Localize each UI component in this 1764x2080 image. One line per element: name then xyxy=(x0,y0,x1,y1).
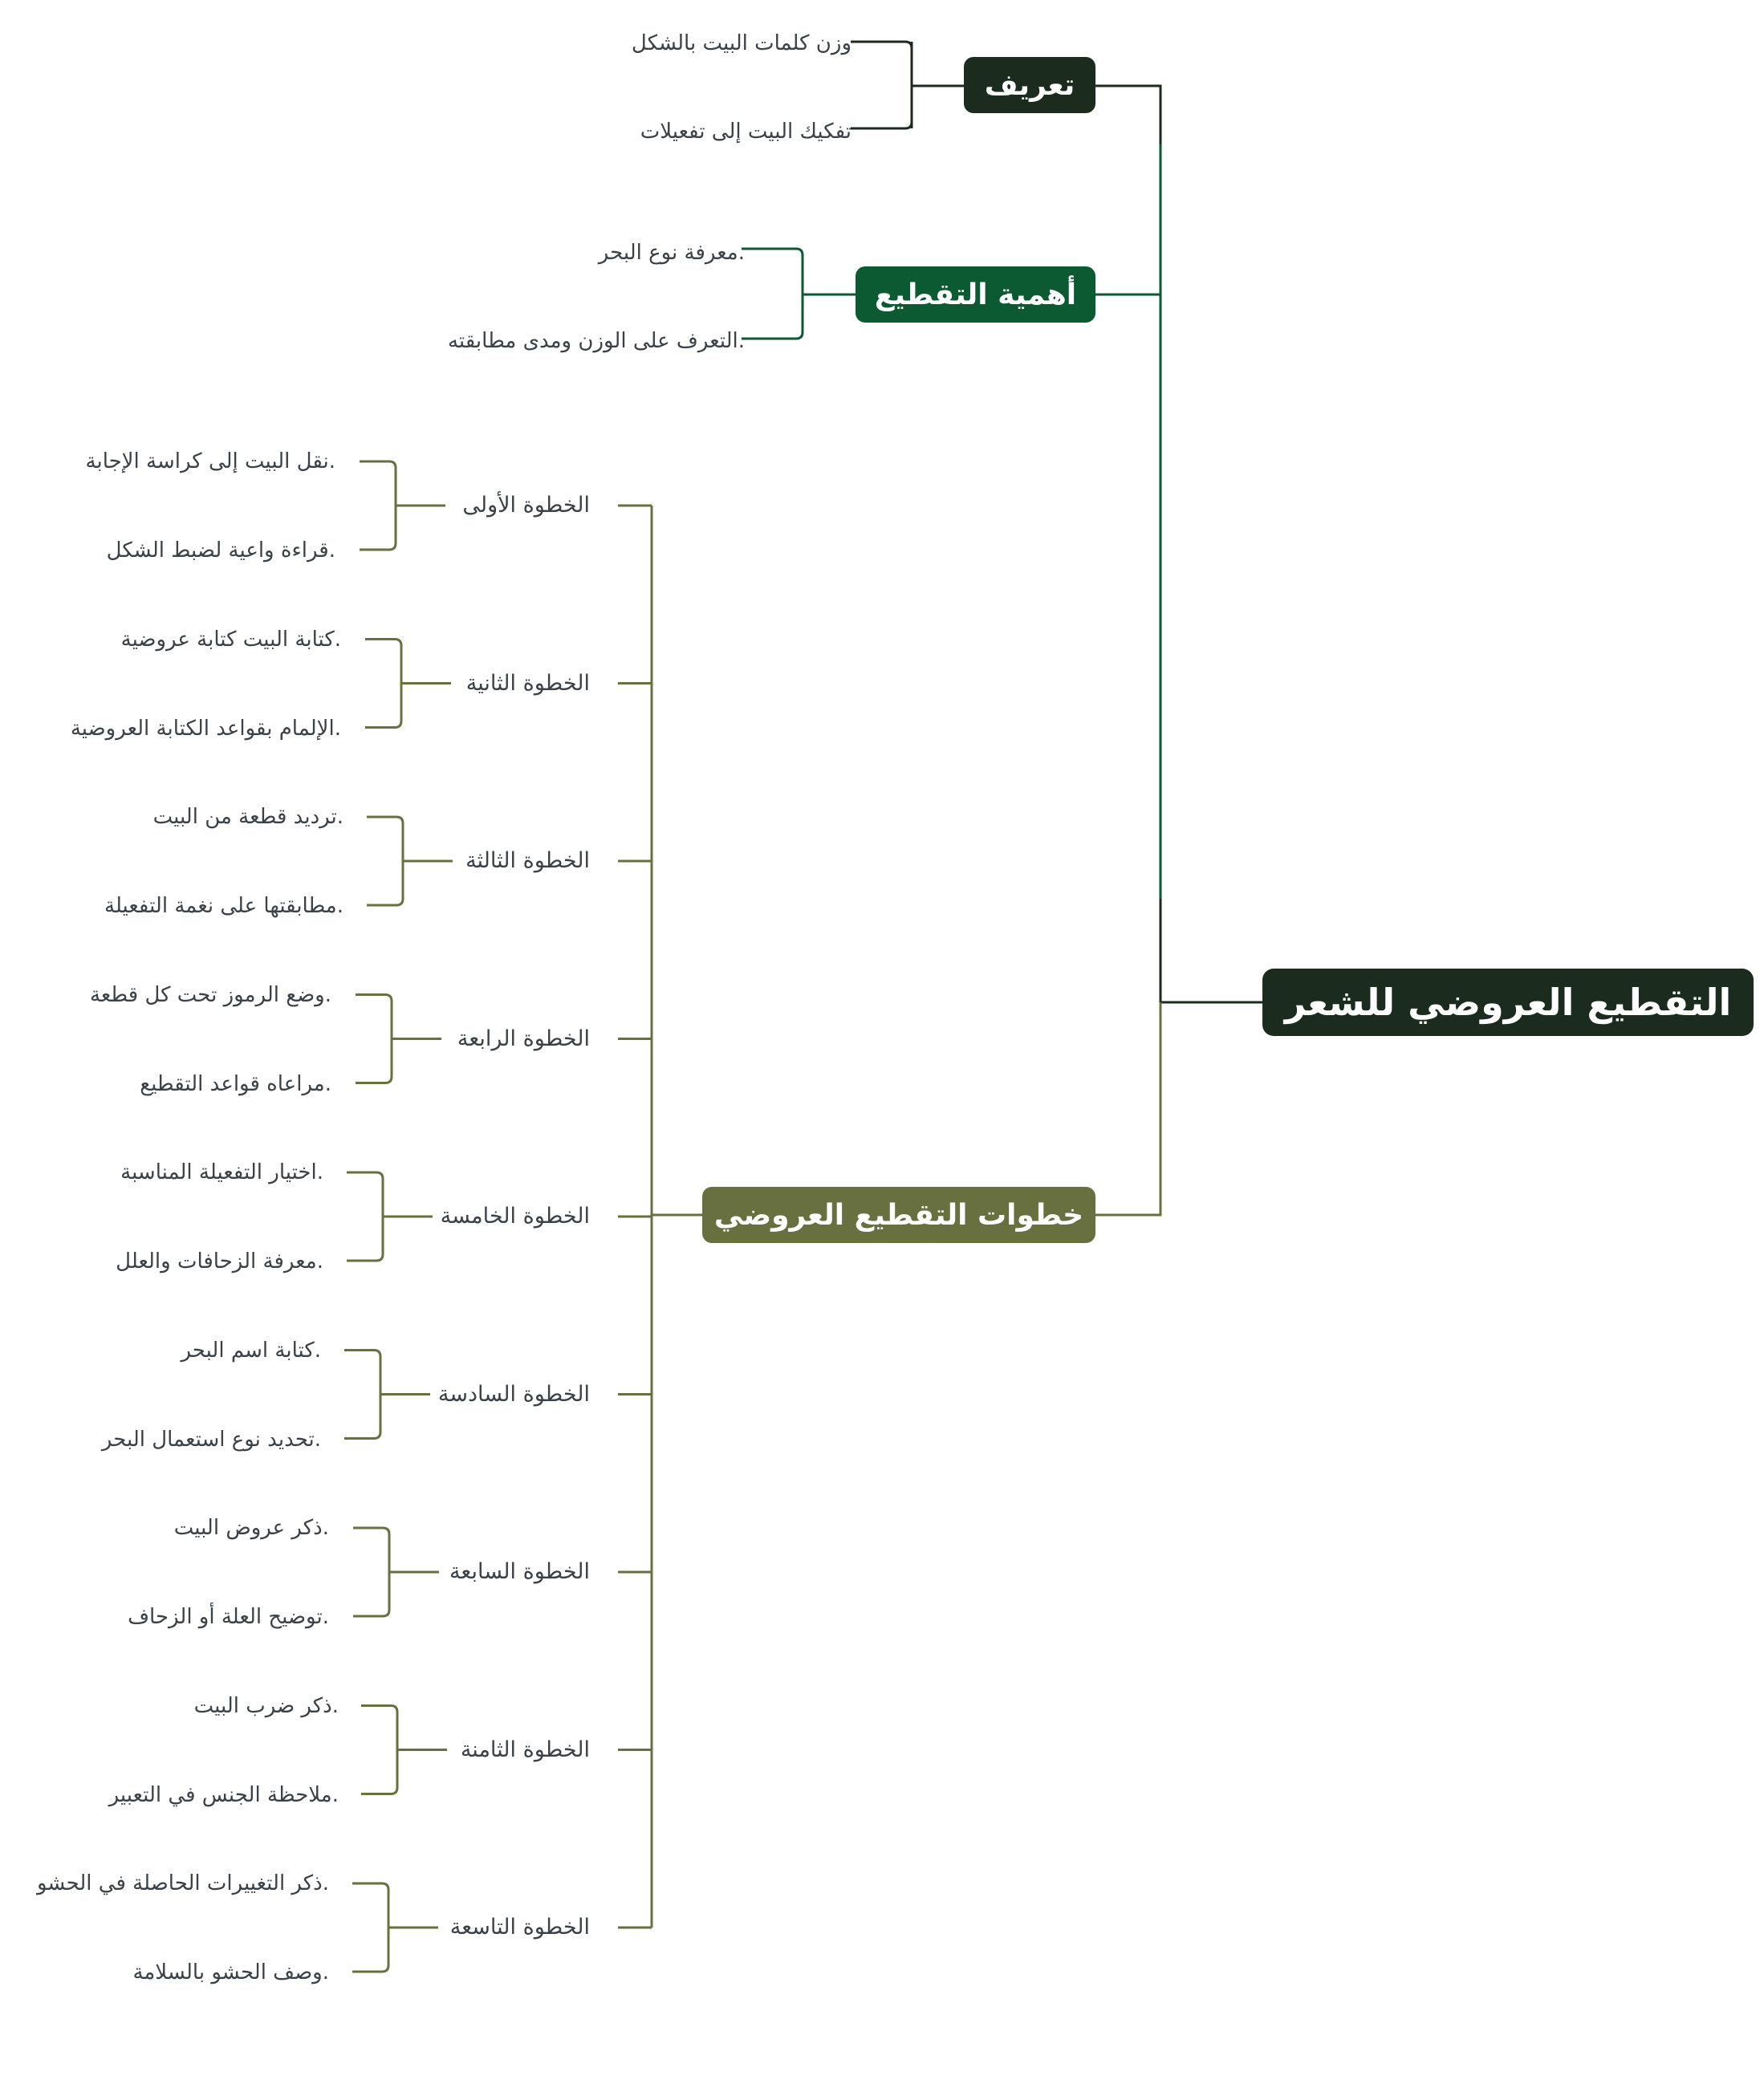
step-label[interactable]: الخطوة الأولى xyxy=(462,493,590,518)
step-label[interactable]: الخطوة السادسة xyxy=(437,1381,590,1407)
step-leaf: .ملاحظة الجنس في التعبير xyxy=(108,1782,339,1807)
step-leaf: .ترديد قطعة من البيت xyxy=(152,805,343,829)
step-leaf: .قراءة واعية لضبط الشكل xyxy=(106,538,335,563)
bracket-definition xyxy=(851,42,964,128)
definition-leaf-1: وزن كلمات البيت بالشكل xyxy=(631,31,852,55)
step-label[interactable]: الخطوة التاسعة xyxy=(449,1915,590,1940)
steps-spine xyxy=(652,506,702,1928)
step-leaf: .وصف الحشو بالسلامة xyxy=(132,1960,329,1985)
step-leaf: .الإلمام بقواعد الكتابة العروضية xyxy=(70,716,341,741)
step-bracket xyxy=(365,640,451,728)
importance-leaf-1: .معرفة نوع البحر xyxy=(598,241,745,265)
branch-definition[interactable]: تعريف xyxy=(964,57,1095,113)
step-bracket xyxy=(356,995,441,1083)
root-node[interactable]: التقطيع العروضي للشعر xyxy=(1262,969,1754,1036)
step-leaf: .اختيار التفعيلة المناسبة xyxy=(120,1160,323,1184)
step-bracket xyxy=(360,461,445,550)
step-bracket xyxy=(353,1528,439,1616)
step-leaf: .وضع الرموز تحت كل قطعة xyxy=(89,982,331,1007)
step-leaf: .ذكر عروض البيت xyxy=(173,1516,329,1540)
step-bracket xyxy=(344,1351,430,1439)
step-label[interactable]: الخطوة الثانية xyxy=(465,670,590,696)
step-label[interactable]: الخطوة الثامنة xyxy=(460,1737,590,1762)
connector-root-to-definition xyxy=(1095,86,1262,1002)
importance-leaf-2: .التعرف على الوزن ومدى مطابقته xyxy=(447,329,745,353)
step-leaf: .معرفة الزحافات والعلل xyxy=(116,1249,323,1274)
step-bracket xyxy=(352,1883,438,1972)
step-label[interactable]: الخطوة السابعة xyxy=(449,1559,590,1584)
step-label[interactable]: الخطوة الثالثة xyxy=(465,848,590,873)
connector-root-to-steps xyxy=(1095,1002,1160,1215)
step-leaf: .كتابة اسم البحر xyxy=(181,1338,321,1363)
step-leaf: .كتابة البيت كتابة عروضية xyxy=(120,627,341,652)
step-leaf: .ذكر التغييرات الحاصلة في الحشو xyxy=(36,1871,329,1895)
step-bracket xyxy=(347,1172,433,1261)
bracket-importance xyxy=(742,249,856,339)
branch-steps[interactable]: خطوات التقطيع العروضي xyxy=(702,1187,1095,1243)
step-label[interactable]: الخطوة الخامسة xyxy=(440,1204,590,1229)
step-leaf: .مراعاه قواعد التقطيع xyxy=(140,1071,331,1096)
step-leaf: .تحديد نوع استعمال البحر xyxy=(101,1427,321,1452)
step-leaf: .نقل البيت إلى كراسة الإجابة xyxy=(85,449,335,473)
step-bracket xyxy=(361,1706,447,1794)
step-label[interactable]: الخطوة الرابعة xyxy=(457,1026,590,1051)
step-bracket xyxy=(367,817,453,905)
definition-leaf-2: تفكيك البيت إلى تفعيلات xyxy=(640,120,852,144)
step-leaf: .ذكر ضرب البيت xyxy=(193,1693,339,1718)
step-leaf: .مطابقتها على نغمة التفعيلة xyxy=(104,894,343,918)
branch-importance[interactable]: أهمية التقطيع xyxy=(856,266,1095,323)
step-leaf: .توضيح العلة أو الزحاف xyxy=(128,1605,329,1629)
